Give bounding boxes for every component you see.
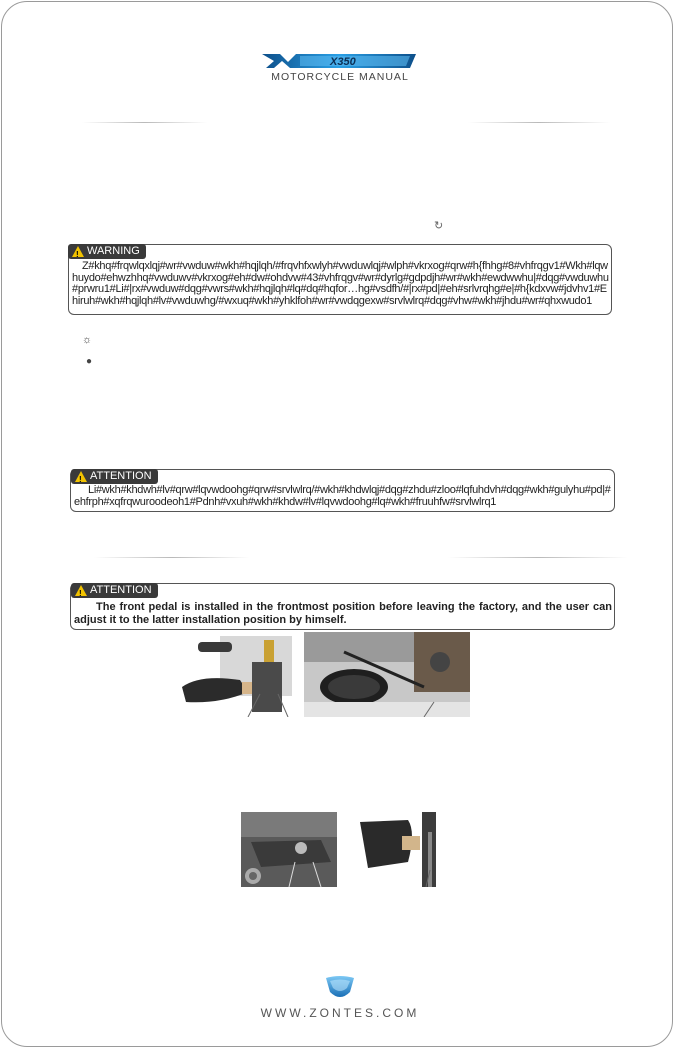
shield-logo-icon — [323, 974, 357, 1002]
footer-url: WWW.ZONTES.COM — [260, 1006, 420, 1020]
attention-box-1 — [70, 469, 615, 512]
manual-page — [1, 1, 673, 1047]
attention-tag-label-2: ATTENTION — [90, 584, 152, 596]
manual-subtitle: MOTORCYCLE MANUAL — [271, 71, 409, 83]
attention-box-2 — [70, 583, 615, 630]
pedal-photo-right — [304, 632, 470, 717]
bracket-photo-left — [241, 812, 337, 887]
warning-box — [68, 244, 612, 315]
refresh-icon: ↻ — [434, 220, 444, 232]
sun-icon: ☼ — [82, 334, 93, 346]
header-divider-right — [468, 122, 610, 123]
warning-triangle-icon — [72, 246, 84, 257]
attention-tag-label-1: ATTENTION — [90, 470, 152, 482]
warning-tag — [68, 244, 146, 259]
warning-triangle-icon — [75, 471, 87, 482]
bracket-photo-right — [358, 812, 444, 887]
header-divider-left — [82, 122, 207, 123]
svg-text:X350: X350 — [330, 56, 356, 68]
pedal-photo-left — [180, 632, 292, 717]
section-divider-left — [94, 557, 250, 558]
attention-text-1: Li#wkh#khdwh#lv#qrw#lqvwdoohg#qrw#srvlwlrq/#wkh#khdwlqj#dqg#zhdu#zloo#lqfuhdvh#dqg#wkh#gulyhu#pd|#ehfrph#xqfrqwuroodeoh1#Pdnh#vxuh#wkh#khdw#lv#lqvwdoohg#lq#wkh#fruuhfw#srvlwlrq1 — [74, 485, 611, 508]
attention-tag-2 — [71, 583, 158, 598]
warning-triangle-icon — [75, 585, 87, 596]
warning-tag-label: WARNING — [87, 245, 140, 257]
attention-text-2: The front pedal is installed in the frontmost position before leaving the factory, and the user can adjust it to the latter installation position by himself. — [74, 601, 612, 626]
section-divider-right — [448, 557, 628, 558]
bullet-dot: ● — [86, 356, 93, 367]
attention-tag-1 — [71, 469, 158, 484]
warning-text: Z#khq#frqwlqxlqj#wr#vwduw#wkh#hqjlqh/#frqvhfxwlyh#vwduwlqj#wlph#vkrxog#qrw#h{fhhg#8#vhfrqgv1#Wkh#lqwhuydo#ehwzhhq#vwduwv#vkrxog#eh#dw#ohdvw#43#vhfrqgv#wr#dyrlg#gdpdjh#wr#wkh#ewdwwhu|#dqg#vwduwhu#prwru1#Li#|rx#vwduw#dqg#vwrs#wkh#hqjlqh#lq#dq#hqfor…hg#vsdfh/#|rx#pd|#eh#srlvrqhg#e|#h{kdxvw#jdvhv1#Ehiruh#wkh#hqjlqh#lv#vwduwhg/#wxuq#wkh#yhklfoh#wr#vwdqgexw#srvlwlrq#dqg#vhw#wkh#jhdu#wr#qhxwudo1 — [72, 261, 609, 307]
